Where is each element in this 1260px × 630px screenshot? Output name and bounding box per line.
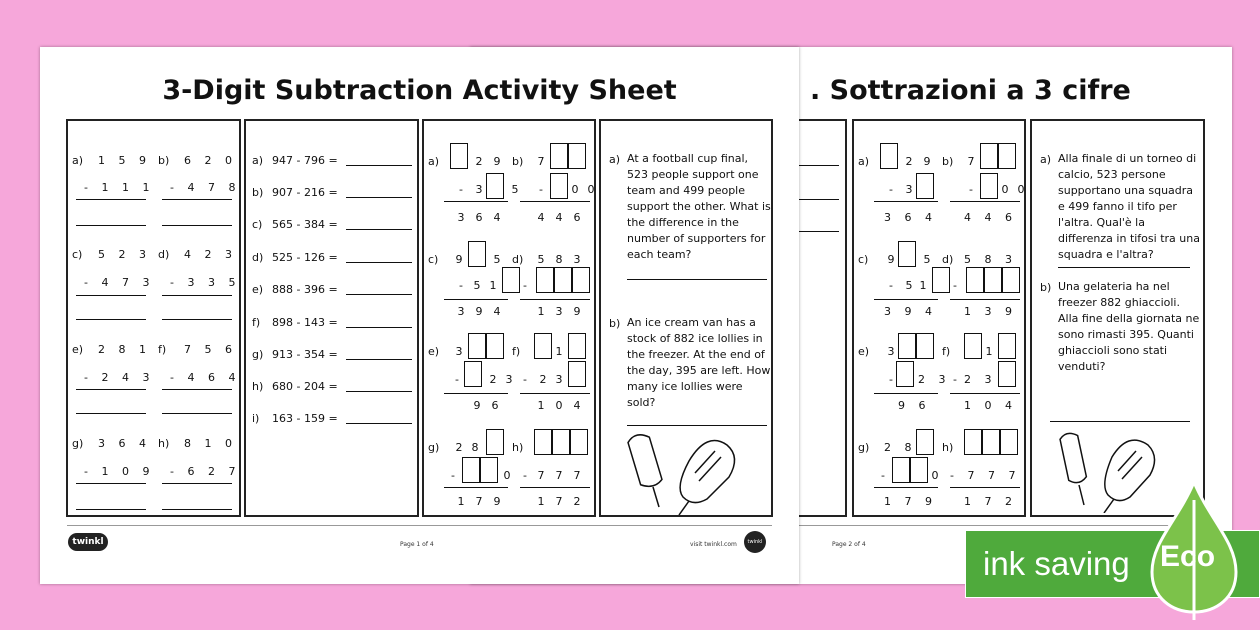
ice-lolly-icon bbox=[623, 427, 763, 515]
quality-badge-icon: twinkl bbox=[744, 531, 766, 553]
word-problem-b: An ice cream van has a stock of 882 ice lollies in the freezer. At the end of the day, 395 are left. How many ice lollies were sold? bbox=[627, 316, 771, 409]
sheet-page-1 bbox=[40, 47, 799, 584]
twinkl-logo: twinkl bbox=[68, 533, 108, 551]
back-panel-2: a) 2 9 b) 7 - 3 - 0 0 3 6 4 4 4 6 c) 9 5 d) 5 8 3 - 5 1 - 3 9 4 1 3 9 e) 3 f) 1 - 2 3 - 2 3 9 6 1 0 4 g) 2 8 h) - 0 - 7 7 7 1 7 9 1 7 2 bbox=[852, 119, 1026, 517]
site-link[interactable]: visit twinkl.com bbox=[690, 541, 737, 548]
back-word-problem-b: Una gelateria ha nel freezer 882 ghiaccioli. Alla fine della giornata ne sono rimasti 395. Quanti ghiaccioli sono stati venduti? bbox=[1058, 280, 1200, 373]
back-title: . Sottrazioni a 3 cifre bbox=[810, 75, 1131, 106]
panel-word-problems: a) At a football cup final, 523 people support one team and 499 people support the other. What is the difference in the number of supporters for each team? b) An ice cream van has a stock of 882 ice lollies in the freezer. At the end of the day, 395 are left. How many ice lollies were sold? bbox=[599, 119, 773, 517]
back-panel-1 bbox=[795, 119, 847, 517]
page-number: Page 1 of 4 bbox=[400, 541, 434, 548]
panel-column-subtraction: a) 1 5 9 b) 6 2 0 - 1 1 1 - 4 7 8 c) 5 2 3 d) 4 2 3 - 4 7 3 - 3 3 5 e) 2 8 1 f) 7 5 6 - 2 4 3 - 4 6 4 g) 3 6 4 h) 8 1 0 - 1 0 9 - 6 2 7 bbox=[66, 119, 241, 517]
panel-missing-digits: a) 2 9 b) 7 - 3 5 - 0 0 3 6 4 4 4 6 c) 9 5 d) 5 8 3 - 5 1 - 3 9 4 1 3 9 e) 3 f) 1 - 2 3 - 2 3 9 6 1 0 4 g) 2 8 h) - 0 - 7 7 7 1 7 9 1 7 2 bbox=[422, 119, 596, 517]
word-problem-a: At a football cup final, 523 people support one team and 499 people support the other. What is the difference in the number of supporters for each team? bbox=[627, 152, 771, 261]
front-title: 3-Digit Subtraction Activity Sheet bbox=[162, 75, 677, 106]
ink-saving-label: ink saving bbox=[983, 545, 1130, 582]
eco-label: Eco bbox=[1160, 540, 1216, 573]
back-panel-3: a) Alla finale di un torneo di calcio, 523 persone supportano una squadra e 499 fanno il tifo per l'altra. Qual'è la differenza in tifosi tra una squadra e l'altra? b) Una gelateria ha nel freezer 882 ghiaccioli. Alla fine della giornata ne sono rimasti 395. Quanti ghiaccioli sono stati venduti? bbox=[1030, 119, 1205, 517]
back-word-problem-a: Alla finale di un torneo di calcio, 523 persone supportano una squadra e 499 fanno il tifo per l'altra. Qual'è la differenza in tifosi tra una squadra e l'altra? bbox=[1058, 152, 1200, 261]
back-page-number: Page 2 of 4 bbox=[832, 541, 866, 548]
panel-horizontal-subtraction: a) 947 - 796 = b) 907 - 216 = c) 565 - 384 = d) 525 - 126 = e) 888 - 396 = f) 898 - 143 = g) 913 - 354 = h) 680 - 204 = i) 163 - 159 = bbox=[244, 119, 419, 517]
